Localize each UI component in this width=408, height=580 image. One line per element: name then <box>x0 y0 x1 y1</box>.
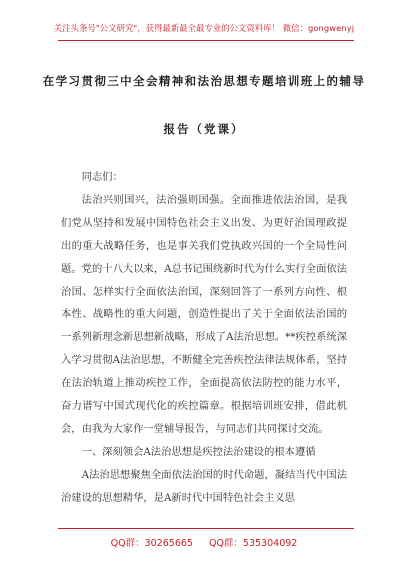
document-body <box>61 166 347 510</box>
footer-contacts <box>0 535 408 549</box>
document-title-continued: 报告（党课） <box>163 122 245 136</box>
footer-qq-group-1: QQ群：30265665 <box>110 538 193 549</box>
header-banner: 关注头条号"公文研究"，获得最新最全最专业的公文资料库！ 微信：gongwenyj <box>53 23 355 33</box>
section-heading-1: 一、深刻领会A法治思想是疾控法治建设的根本遵循 <box>81 445 316 458</box>
footer-divider <box>58 528 354 529</box>
paragraph-section-1: A法治思想聚焦全面依法治国的时代命题，凝结当代中国法治建设的思想精华，是A新时代中国特色社会主义思 <box>61 468 347 504</box>
footer-qq-group-2: QQ群：535304092 <box>208 538 298 549</box>
paragraph-intro: 法治兴则国兴，法治强则国强。全面推进依法治国，是我们党从坚持和发展中国特色社会主义出发、为更好治国理政提出的重大战略任务，也是事关我们党执政兴国的一个全局性问题。党的十八大以来，A总书记围绕新时代为什么实行全面依法治国、怎样实行全面依法治国，深刻回答了一系列方向性、根本性、战略性的重大问题，创造性提出了关于全面依法治国的一系列新理念新思想新战略，形成了A法治思想。**疾控系统深入学习贯彻A法治思想，不断健全完善疾控法律法规体系，坚持在法治轨道上推动疾控工作，全面提高依法防控的能力水平，奋力谱写中国式现代化的疾控篇章。根据培训班安排，借此机会，由我为大家作一堂辅导报告，与同志们共同探讨交流。 <box>61 193 347 435</box>
salutation: 同志们： <box>81 171 123 183</box>
header-divider <box>58 40 354 41</box>
document-title: 在学习贯彻三中全会精神和法治思想专题培训班上的辅导 <box>42 74 366 88</box>
